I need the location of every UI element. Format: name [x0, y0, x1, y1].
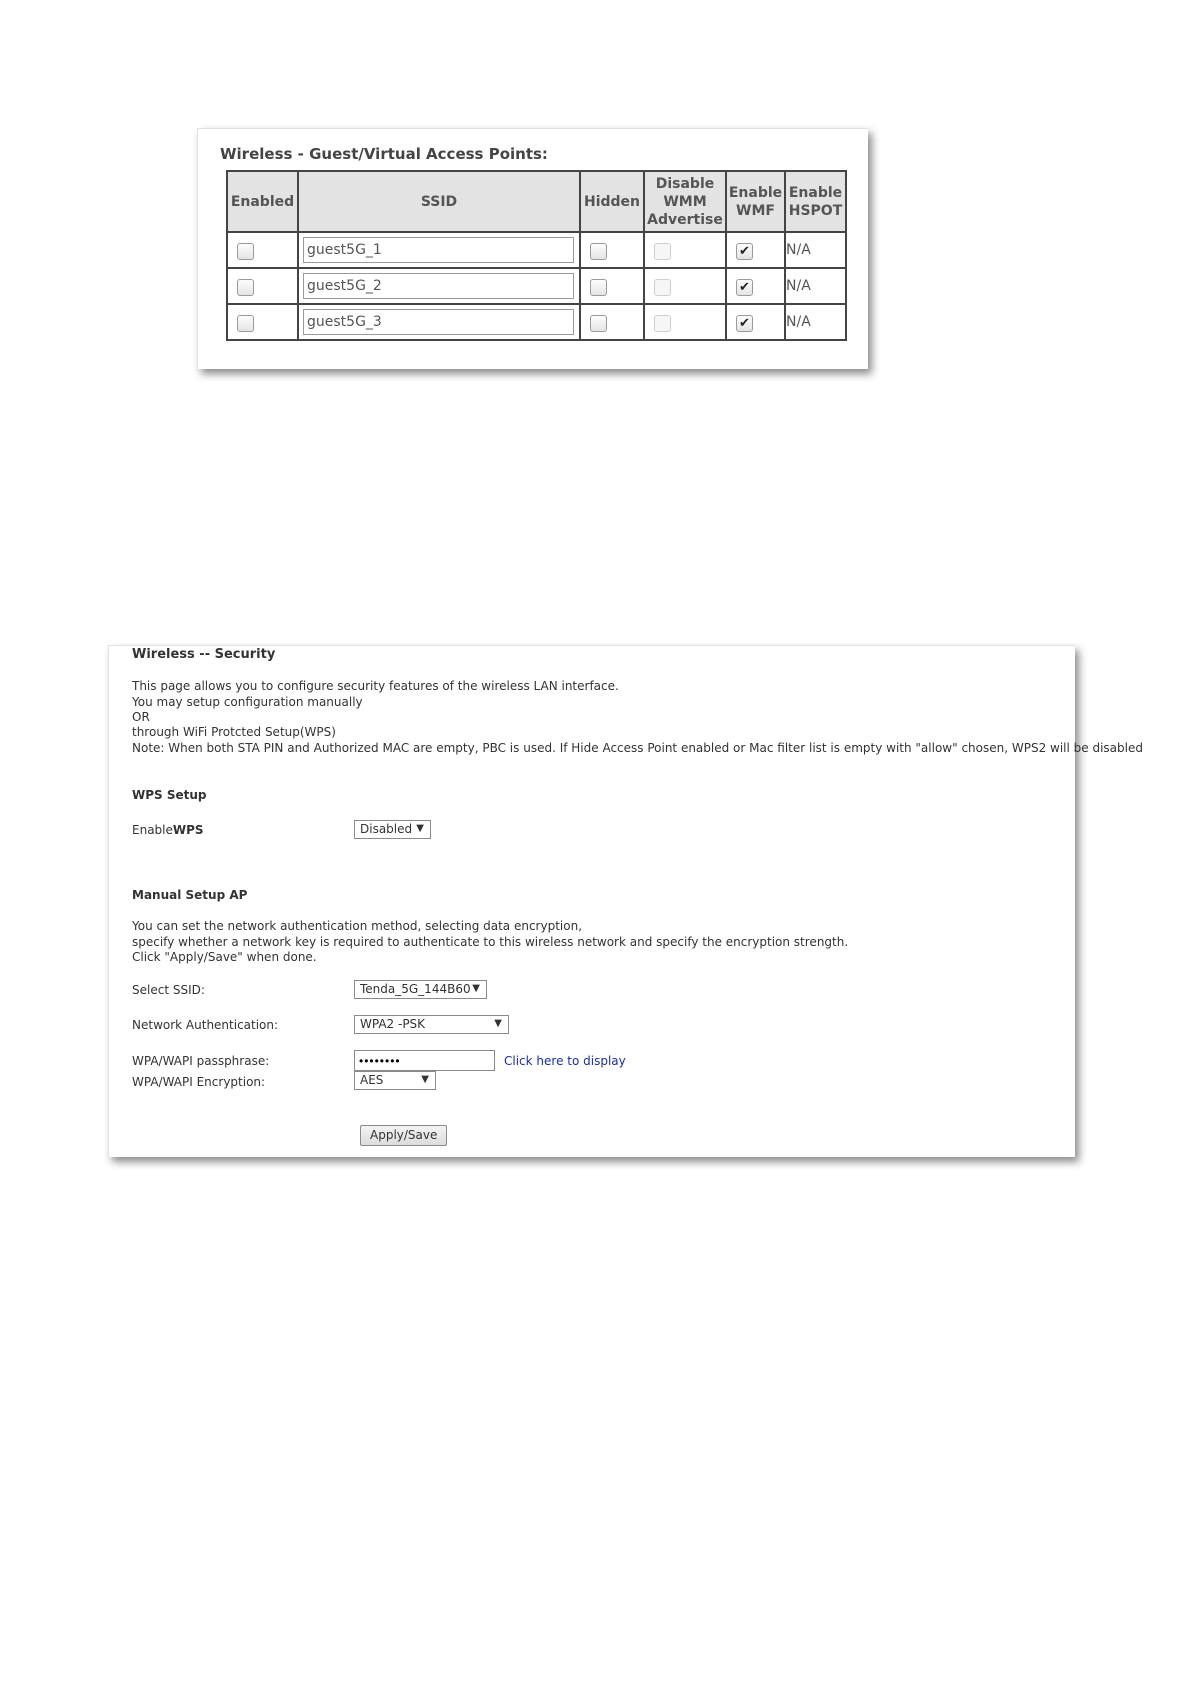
manual-setup-heading: Manual Setup AP: [132, 888, 248, 902]
hidden-checkbox[interactable]: [590, 315, 607, 332]
select-ssid-label: Select SSID:: [132, 983, 205, 997]
manual-desc-line-3: Click "Apply/Save" when done.: [132, 950, 317, 964]
enabled-cell: [227, 232, 298, 268]
passphrase-input[interactable]: [354, 1050, 495, 1071]
apply-save-button[interactable]: Apply/Save: [360, 1125, 447, 1146]
col-disable-wmm: [644, 171, 726, 232]
intro-line-2: You may setup configuration manually: [132, 695, 363, 709]
hidden-checkbox[interactable]: [590, 243, 607, 260]
chevron-down-icon: ▼: [421, 1074, 429, 1085]
enabled-cell: [227, 304, 298, 340]
chevron-down-icon: ▼: [472, 983, 480, 994]
enable-wps-select-value: Disabled: [360, 822, 413, 836]
network-auth-dropdown[interactable]: [354, 1015, 509, 1034]
hidden-cell: [580, 232, 644, 268]
col-enable-wmf: [726, 171, 785, 232]
chevron-down-icon: ▼: [494, 1018, 502, 1029]
intro-line-4: through WiFi Protcted Setup(WPS): [132, 725, 336, 739]
select-ssid-value: Tenda_5G_144B60: [360, 982, 471, 996]
enable-wps-select[interactable]: [354, 820, 431, 839]
enable-wmf-cell: [726, 232, 785, 268]
enable-wmf-cell: [726, 268, 785, 304]
guest-ap-panel: [197, 128, 868, 369]
hidden-cell: [580, 268, 644, 304]
col-enable-wmf-line1: Enable: [728, 184, 783, 201]
ssid-cell: [298, 268, 580, 304]
col-enabled: Enabled: [227, 171, 298, 232]
encryption-value: AES: [360, 1073, 384, 1087]
ssid-input[interactable]: [303, 309, 574, 335]
guest-ap-rows: [227, 232, 846, 340]
col-hidden: Hidden: [580, 171, 644, 232]
table-row: [227, 232, 846, 268]
enabled-checkbox[interactable]: [237, 279, 254, 296]
select-ssid-dropdown[interactable]: [354, 980, 487, 999]
enable-wps-label-prefix: Enable: [132, 823, 173, 837]
enable-wmf-checkbox[interactable]: ✔: [736, 315, 753, 332]
disable-wmm-checkbox[interactable]: [654, 279, 671, 296]
disable-wmm-checkbox[interactable]: [654, 243, 671, 260]
chevron-down-icon: ▼: [416, 823, 424, 834]
encryption-label: WPA/WAPI Encryption:: [132, 1075, 266, 1089]
table-header-row: [227, 171, 846, 232]
page-title: Wireless -- Security: [132, 647, 276, 662]
wps-heading: WPS Setup: [132, 788, 207, 802]
encryption-dropdown[interactable]: [354, 1071, 436, 1090]
network-auth-label: Network Authentication:: [132, 1018, 279, 1032]
col-enable-wmf-line2: WMF: [736, 202, 775, 219]
hspot-value: N/A: [785, 304, 846, 340]
guest-ap-table: [226, 170, 847, 341]
ssid-input[interactable]: [303, 237, 574, 263]
disable-wmm-cell: [644, 232, 726, 268]
col-enable-hspot: [785, 171, 846, 232]
col-disable-wmm-line2: WMM: [663, 193, 707, 210]
enable-wps-label-bold: WPS: [172, 823, 204, 837]
wireless-security-panel: [108, 645, 1143, 1157]
manual-desc-line-1: You can set the network authentication method, selecting data encryption,: [132, 919, 583, 933]
ssid-cell: [298, 304, 580, 340]
enabled-cell: [227, 268, 298, 304]
ssid-cell: [298, 232, 580, 268]
guest-ap-title: Wireless - Guest/Virtual Access Points:: [220, 145, 548, 163]
col-enable-hspot-line2: HSPOT: [788, 202, 843, 219]
click-to-display-link[interactable]: Click here to display: [504, 1054, 626, 1068]
intro-line-1: This page allows you to configure security features of the wireless LAN interface.: [132, 679, 619, 693]
col-disable-wmm-line1: Disable: [655, 175, 715, 192]
enabled-checkbox[interactable]: [237, 243, 254, 260]
ssid-input[interactable]: [303, 273, 574, 299]
table-row: [227, 304, 846, 340]
network-auth-value: WPA2 -PSK: [360, 1017, 426, 1031]
col-ssid: SSID: [298, 171, 580, 232]
hidden-checkbox[interactable]: [590, 279, 607, 296]
intro-line-3: OR: [132, 710, 150, 724]
intro-note: Note: When both STA PIN and Authorized MAC are empty, PBC is used. If Hide Access Point enabled or Mac filter list is empty with "allow" chosen, WPS2 will be disabled: [132, 741, 1143, 755]
col-enable-hspot-line1: Enable: [788, 184, 843, 201]
hspot-value: N/A: [785, 232, 846, 268]
enable-wmf-cell: [726, 304, 785, 340]
table-row: [227, 268, 846, 304]
disable-wmm-cell: [644, 268, 726, 304]
enabled-checkbox[interactable]: [237, 315, 254, 332]
disable-wmm-checkbox[interactable]: [654, 315, 671, 332]
hidden-cell: [580, 304, 644, 340]
disable-wmm-cell: [644, 304, 726, 340]
manual-desc-line-2: specify whether a network key is required to authenticate to this wireless network and specify the encryption strength.: [132, 935, 849, 949]
enable-wmf-checkbox[interactable]: ✔: [736, 279, 753, 296]
enable-wmf-checkbox[interactable]: ✔: [736, 243, 753, 260]
enable-wps-label: [132, 823, 204, 837]
hspot-value: N/A: [785, 268, 846, 304]
passphrase-label: WPA/WAPI passphrase:: [132, 1054, 270, 1068]
col-disable-wmm-line3: Advertise: [647, 211, 723, 228]
